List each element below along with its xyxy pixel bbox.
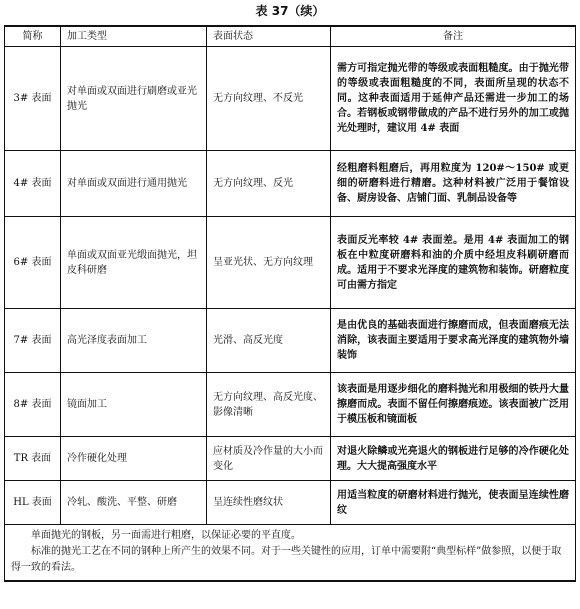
table-row — [5, 481, 576, 525]
cell-remarks: 用适当粒度的研磨材料进行抛光，使表面呈连续性磨纹 — [331, 481, 576, 525]
surface-finish-table — [4, 25, 576, 582]
cell-surface-state: 无方向纹理、高反光度、影像清晰 — [207, 373, 331, 437]
cell-short-name: 4# 表面 — [5, 151, 61, 217]
table-row — [5, 309, 576, 373]
cell-process-type: 冷作硬化处理 — [61, 437, 207, 481]
table-caption: 表 37（续） — [255, 4, 325, 18]
cell-surface-state: 光滑、高反光度 — [207, 309, 331, 373]
cell-remarks: 需方可指定抛光带的等级或表面粗糙度。由于抛光带的等级或表面粗糙度的不同，表面所呈现的状态不同。这种表面适用于延伸产品还需进一步加工的场合。若钢板或钢带做成的产品不进行另外的加工或抛光处理时，建议用 4# 表面 — [331, 47, 576, 151]
cell-short-name: 7# 表面 — [5, 309, 61, 373]
cell-remarks: 对退火除鳞或光亮退火的钢板进行足够的冷作硬化处理。大大提高强度水平 — [331, 437, 576, 481]
cell-process-type: 对单面或双面进行刷磨或亚光抛光 — [61, 47, 207, 151]
header-remarks: 备注 — [331, 26, 576, 47]
cell-short-name: HL 表面 — [5, 481, 61, 525]
table-row — [5, 151, 576, 217]
cell-remarks: 该表面是用逐步细化的磨料抛光和用极细的铁丹大量擦磨而成。表面不留任何擦磨痕迹。该表面被广泛用于模压板和镜面板 — [331, 373, 576, 437]
header-short-name: 简称 — [5, 26, 61, 47]
table-notes — [5, 525, 576, 582]
cell-short-name: 6# 表面 — [5, 217, 61, 309]
table-row — [5, 437, 576, 481]
cell-surface-state: 无方向纹理、不反光 — [207, 47, 331, 151]
cell-short-name: TR 表面 — [5, 437, 61, 481]
note-text: 标准的抛光工艺在不同的钢种上所产生的效果不同。对于一些关键性的应用，订单中需要附“典型标样”做参照，以便于取得一致的看法。 — [11, 546, 562, 573]
cell-remarks: 经粗磨料粗磨后，再用粒度为 120#～150# 或更细的研磨料进行精磨。这种材料被广泛用于餐馆设备、厨房设备、店铺门面、乳制品设备等 — [331, 151, 576, 217]
cell-process-type: 镜面加工 — [61, 373, 207, 437]
note-text: 单面抛光的钢板，另一面需进行粗磨，以保证必要的平直度。 — [31, 530, 301, 541]
cell-surface-state: 应材质及冷作量的大小而变化 — [207, 437, 331, 481]
cell-process-type: 冷轧、酸洗、平整、研磨 — [61, 481, 207, 525]
cell-short-name: 8# 表面 — [5, 373, 61, 437]
cell-process-type: 单面或双面亚光缎面抛光，坦皮科研磨 — [61, 217, 207, 309]
cell-process-type: 高光泽度表面加工 — [61, 309, 207, 373]
table-notes-row — [5, 525, 576, 582]
cell-short-name: 3# 表面 — [5, 47, 61, 151]
table-header-row — [5, 26, 576, 47]
header-surface-state: 表面状态 — [207, 26, 331, 47]
table-row — [5, 217, 576, 309]
cell-remarks: 表面反光率较 4# 表面差。是用 4# 表面加工的钢板在中粒度研磨料和油的介质中经坦皮科刷研磨而成。适用于不要求光泽度的建筑物和装饰。研磨粒度可由需方指定 — [331, 217, 576, 309]
table-row — [5, 373, 576, 437]
cell-surface-state: 呈连续性磨纹状 — [207, 481, 331, 525]
cell-surface-state: 无方向纹理、反光 — [207, 151, 331, 217]
header-process-type: 加工类型 — [61, 26, 207, 47]
table-row — [5, 47, 576, 151]
cell-process-type: 对单面或双面进行通用抛光 — [61, 151, 207, 217]
cell-remarks: 是由优良的基础表面进行擦磨而成，但表面磨痕无法消除，该表面主要适用于要求高光泽度的建筑物外墙装饰 — [331, 309, 576, 373]
cell-surface-state: 呈亚光状、无方向纹理 — [207, 217, 331, 309]
